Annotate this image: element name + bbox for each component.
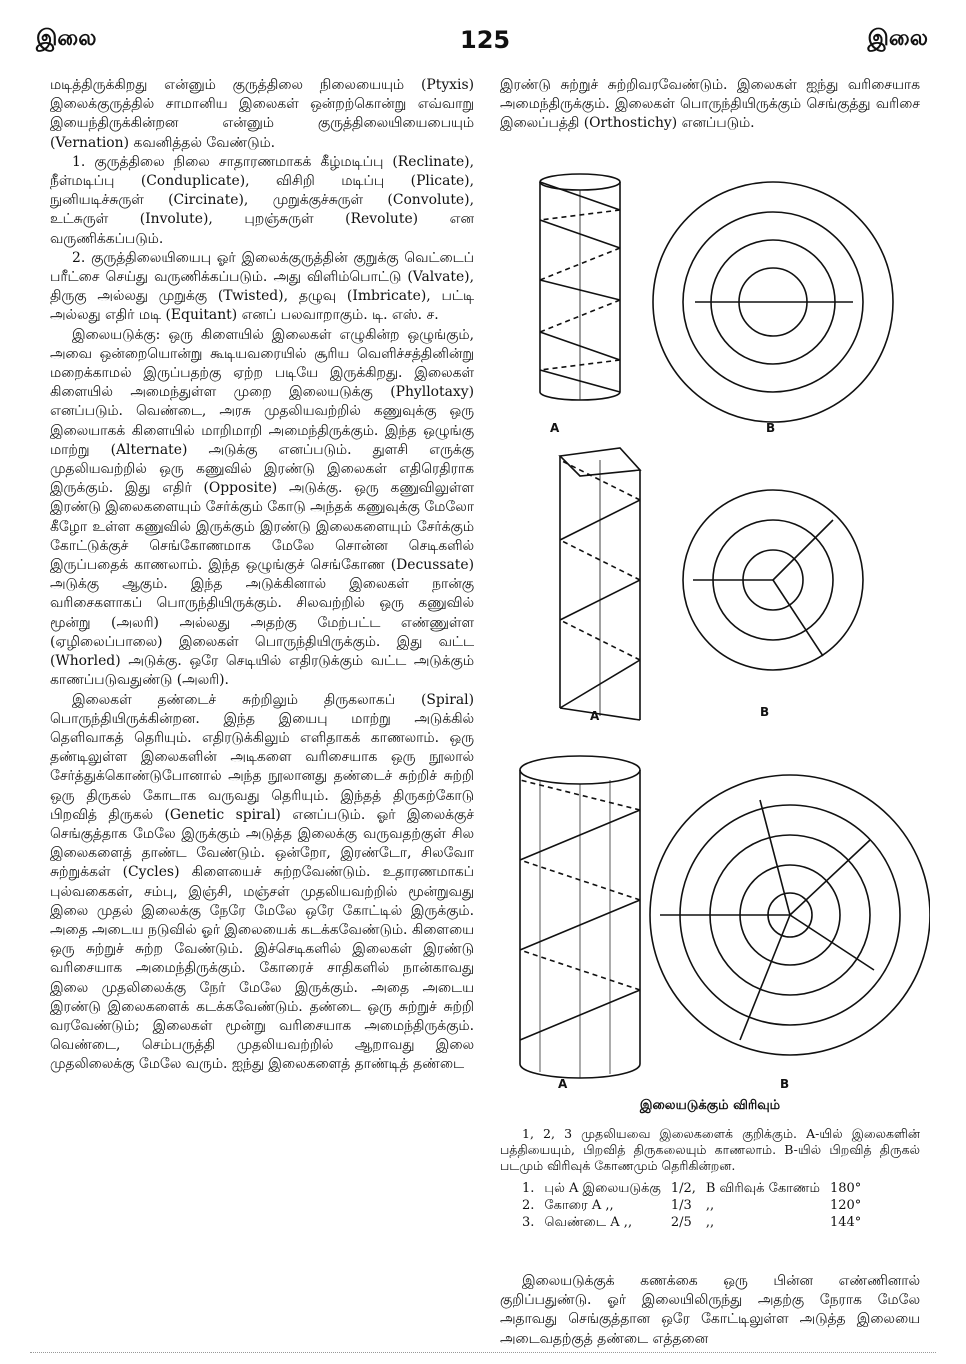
figure-caption-desc: 1, 2, 3 முதலியவை இலைகளைக் குறிக்கும். A-யில் இலைகளின் பத்தியையும், பிறவித் திருகலையும் காணலாம். B-யில் பிறவித் திருகல் படமும் விரிவுக் கோணமும் தெரிகின்றன. (500, 1126, 920, 1173)
paragraph-4: இலையடுக்கு: ஒரு கிளையில் இலைகள் எழுகின்ற ஒழுங்கும், அவை ஒன்றையொன்று கூடியவரையில் சூரிய வெளிச்சத்தினின்று மறைக்காமல் இருப்பதற்கு ஏற்ற படியே இருக்கிறது. இலைகள் கிளையில் அமைந்துள்ள முறை இலையடுக்கு (Phyllotaxy) எனப்படும். வெண்டை, அரசு முதலியவற்றில் கணுவுக்கு ஒரு இலையாகக் கிளையில் மாறிமாறி அமைந்திருக்கும். இந்த ஒழுங்கு மாற்று (Alternate) அடுக்கு எனப்படும். துளசி எருக்கு முதலியவற்றில் ஒரு கணுவில் இரண்டு இலைகள் எதிரெதிராக இருக்கும். இது எதிர் (Opposite) அடுக்கு. ஒரு கணுவிலுள்ள இரண்டு இலைகளையும் சேர்க்கும் கோடு அந்தக் கணுவுக்கு மேலோ கீழோ உள்ள கணுவில் இருக்கும் இரண்டு இலைகளையும் சேர்க்கும் கோட்டுக்குச் செங்கோணமாக மேலே சொன்ன செடிகளில் இருப்பதைக் காணலாம். இந்த ஒழுங்குச் செங்கோண (Decussate) அடுக்கு ஆகும். இந்த அடுக்கினால் இலைகள் நான்கு வரிசைகளாகப் பொருந்தியிருக்கும். சிலவற்றில் ஒரு கணுவில் மூன்று (அலரி) அல்லது அதற்கு மேற்பட்ட எண்ணுள்ள (ஏழிலைப்பாலை) இலைகள் பொருந்தியிருக்கும். இது வட்ட (Whorled) அடுக்கு. ஒரே செடியில் எதிரடுக்கும் வட்ட அடுக்கும் காணப்படுவதுண்டு (அலரி). (50, 326, 474, 689)
running-head-left: இலை (36, 26, 97, 51)
right-paragraph-top: இரண்டு சுற்றுச் சுற்றிவரவேண்டும். இலைகள் ஐந்து வரிசையாக அமைந்திருக்கும். இலைகள் பொருந்தியிருக்கும் செங்குத்து வரிசை இலைப்பத்தி (Orthostichy) எனப்படும். (500, 77, 920, 132)
cylinder-diagram-1 (540, 174, 620, 400)
bottom-rule (30, 1352, 936, 1353)
running-head-right: இலை (867, 26, 928, 51)
row3-label-b: B (780, 1077, 790, 1091)
table-row: 2. கோரை A ,, 1/3 ,, 120° (522, 1198, 862, 1213)
spiral-diagram-2 (683, 490, 863, 670)
left-column (50, 76, 474, 1075)
row1-label-a: A (550, 421, 560, 435)
cylinder-diagram-2 (520, 756, 640, 1078)
right-paragraph-bottom: இலையடுக்குக் கணக்கை ஒரு பின்ன எண்ணினால் குறிப்பதுண்டு. ஓர் இலையிலிருந்து அதற்கு நேராக மேலே அதாவது செங்குத்தான ஒரே கோட்டிலுள்ள அடுத்த இலையை அடைவதற்குத் தண்டை எத்தனை (500, 1273, 920, 1347)
page-number: 125 (460, 26, 511, 54)
right-column-bottom (500, 1272, 920, 1349)
figure-caption-title: இலையடுக்கும் விரிவும் (639, 1098, 781, 1113)
spiral-diagram-1 (653, 182, 893, 422)
table-row: 3. வெண்டை A ,, 2/5 ,, 144° (522, 1215, 862, 1230)
row2-label-b: B (760, 705, 770, 719)
figure-caption (500, 1098, 920, 1231)
phyllotaxy-figure (490, 160, 930, 1120)
table-row: 1. புல் A இலையடுக்கு 1/2, B விரிவுக் கோணம் 180° (522, 1181, 862, 1196)
paragraph-2: 1. குருத்திலை நிலை சாதாரணமாகக் கீழ்மடிப்பு (Reclinate), நீள்மடிப்பு (Conduplicate), விசிறி மடிப்பு (Plicate), நுனியடிச்சுருள் (Circinate), முறுக்குச்சுருள் (Convolute), உட்சுருள் (Involute), புறஞ்சுருள் (Revolute) என வருணிக்கப்படும். (50, 153, 474, 247)
paragraph-5: இலைகள் தண்டைச் சுற்றிலும் திருகலாகப் (Spiral) பொருந்தியிருக்கின்றன. இந்த இயைபு மாற்று அடுக்கில் தெளிவாகத் தெரியும். எதிரடுக்கிலும் எளிதாகக் காணலாம். ஒரு தண்டிலுள்ள இலைகளின் அடிகளை வரிசையாக ஒரு நூலால் சேர்த்துக்கொண்டுபோனால் அந்த நூலானது தண்டைச் சுற்றிச் சுற்றி ஒரு திருகல் கோடாக வருவது தெரியும். இந்தத் திருகற்கோடு பிறவித் திருகல் (Genetic spiral) எனப்படும். ஓர் இலைக்குச் செங்குத்தாக மேலே இருக்கும் அடுத்த இலைக்கு வருவதற்குள் சில இலைகளைத் தாண்ட வேண்டும். ஒன்றோ, இரண்டோ, சிலவோ சுற்றுக்கள் (Cycles) கிளையைச் சுற்றவேண்டும். உதாரணமாகப் புல்வகைகள், சம்பு, இஞ்சி, மஞ்சள் முதலியவற்றில் மூன்றுவது இலை முதல் இலைக்கு நேரே மேலே ஒரே கோட்டில் இருக்கும். அதை அடைய நடுவில் ஓர் இலையைக் கடக்கவேண்டும். கிளையை ஒரு சுற்றுச் சுற்ற வேண்டும். இச்செடிகளில் இலைகள் இரண்டு வரிசையாக அமைந்திருக்கும். கோரைச் சாதிகளில் நான்காவது இலை முதலிலைக்கு நேர் மேலே இருக்கும். அதை அடைய இரண்டு இலைகளைக் கடக்கவேண்டும். தண்டை ஒரு சுற்றுச் சுற்றி வரவேண்டும்; இலைகள் மூன்று வரிசையாக அமைந்திருக்கும். வெண்டை, செம்பருத்தி முதலியவற்றில் ஆறாவது இலை முதலிலைக்கு மேலே வரும். ஐந்து இலைகளைத் தாண்டித் தண்டை (50, 691, 474, 1073)
spiral-diagram-3 (650, 775, 930, 1055)
right-column-top (500, 76, 920, 134)
row3-label-a: A (558, 1077, 568, 1091)
prism-diagram (560, 448, 640, 720)
row1-label-b: B (766, 421, 776, 435)
row2-label-a: A (590, 709, 600, 723)
paragraph-3: 2. குருத்திலையியைபு ஓர் இலைக்குருத்தின் குறுக்கு வெட்டைப் பரீட்சை செய்து வருணிக்கப்படும். அது விளிம்பொட்டு (Valvate), திருகு அல்லது முறுக்கு (Twisted), தழுவு (Imbricate), பட்டி அல்லது எதிர் மடி (Equitant) எனப் பலவாறாகும். டி. எஸ். ச. (50, 249, 474, 324)
figure-table (522, 1180, 871, 1231)
paragraph-1: மடித்திருக்கிறது என்னும் குருத்திலை நிலையையும் (Ptyxis) இலைக்குருத்தில் சாமானிய இலைகள் ஒன்றற்கொன்று எவ்வாறு இயைந்திருக்கின்றன என்னும் குருத்திலையியைபையும் (Vernation) கவனித்தல் வேண்டும். (50, 77, 474, 151)
